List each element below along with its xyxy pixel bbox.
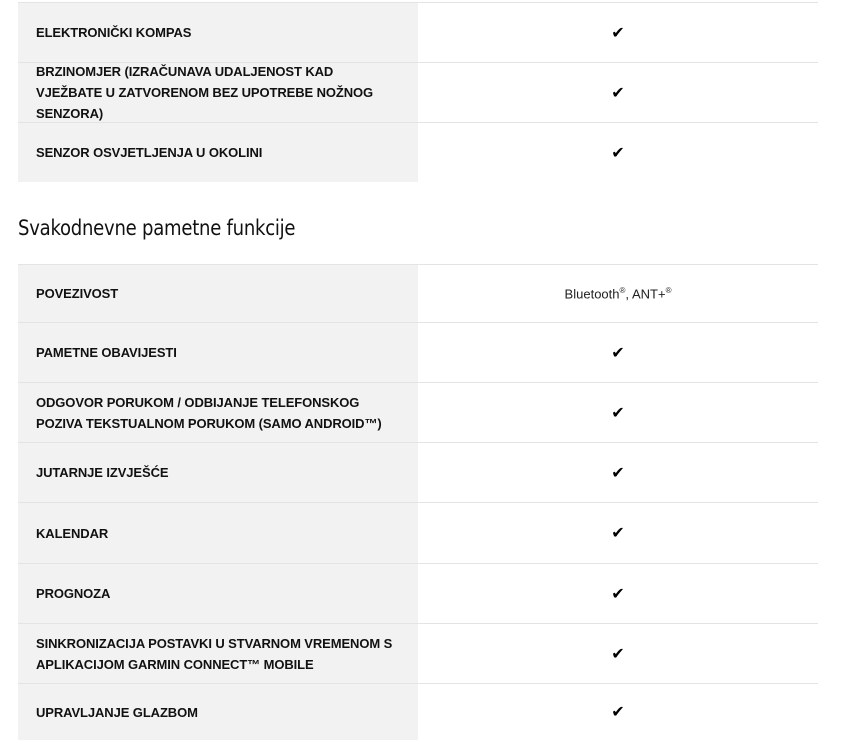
section-title-smart-features: Svakodnevne pametne funkcije bbox=[18, 216, 296, 240]
spec-label: UPRAVLJANJE GLAZBOM bbox=[18, 684, 418, 740]
check-icon: ✔ bbox=[611, 82, 625, 102]
check-icon: ✔ bbox=[611, 462, 625, 482]
spec-value bbox=[418, 3, 818, 62]
spec-label: SINKRONIZACIJA POSTAVKI U STVARNOM VREMENOM S APLIKACIJOM GARMIN CONNECT™ MOBILE bbox=[18, 624, 418, 683]
spec-label: KALENDAR bbox=[18, 503, 418, 563]
spec-label: ELEKTRONIČKI KOMPAS bbox=[18, 3, 418, 62]
spec-value bbox=[418, 443, 818, 502]
spec-value bbox=[418, 564, 818, 623]
spec-label: POVEZIVOST bbox=[18, 265, 418, 322]
spec-row-smart-notifications bbox=[18, 323, 818, 383]
spec-label: SENZOR OSVJETLJENJA U OKOLINI bbox=[18, 123, 418, 182]
smart-features-spec-table bbox=[18, 264, 818, 740]
spec-row-text-reply bbox=[18, 383, 818, 443]
spec-row-morning-report bbox=[18, 443, 818, 503]
connectivity-value: Bluetooth®, ANT+® bbox=[564, 285, 672, 302]
check-icon: ✔ bbox=[611, 402, 625, 422]
spec-row-music-controls bbox=[18, 684, 818, 740]
spec-value bbox=[418, 323, 818, 382]
spec-row-calendar bbox=[18, 503, 818, 564]
check-icon: ✔ bbox=[611, 342, 625, 362]
spec-row-weather bbox=[18, 564, 818, 624]
spec-label: PAMETNE OBAVIJESTI bbox=[18, 323, 418, 382]
spec-row-accelerometer bbox=[18, 63, 818, 123]
check-icon: ✔ bbox=[611, 702, 625, 721]
check-icon: ✔ bbox=[611, 523, 625, 542]
sensors-spec-table bbox=[18, 2, 818, 182]
spec-label: PROGNOZA bbox=[18, 564, 418, 623]
spec-row-electronic-compass bbox=[18, 3, 818, 63]
spec-row-realtime-settings-sync bbox=[18, 624, 818, 684]
spec-label: ODGOVOR PORUKOM / ODBIJANJE TELEFONSKOG POZIVA TEKSTUALNOM PORUKOM (SAMO ANDROID™) bbox=[18, 383, 418, 442]
spec-label: JUTARNJE IZVJEŠĆE bbox=[18, 443, 418, 502]
spec-value bbox=[418, 684, 818, 740]
spec-value bbox=[418, 123, 818, 182]
spec-row-ambient-light-sensor bbox=[18, 123, 818, 182]
check-icon: ✔ bbox=[611, 22, 625, 42]
spec-row-connectivity bbox=[18, 265, 818, 323]
spec-value bbox=[418, 383, 818, 442]
spec-value bbox=[418, 503, 818, 563]
spec-label: BRZINOMJER (IZRAČUNAVA UDALJENOST KAD VJEŽBATE U ZATVORENOM BEZ UPOTREBE NOŽNOG SENZORA) bbox=[18, 63, 418, 122]
spec-value bbox=[418, 624, 818, 683]
check-icon: ✔ bbox=[611, 643, 625, 663]
spec-value bbox=[418, 265, 818, 322]
spec-value bbox=[418, 63, 818, 122]
check-icon: ✔ bbox=[611, 142, 625, 162]
check-icon: ✔ bbox=[611, 583, 625, 603]
